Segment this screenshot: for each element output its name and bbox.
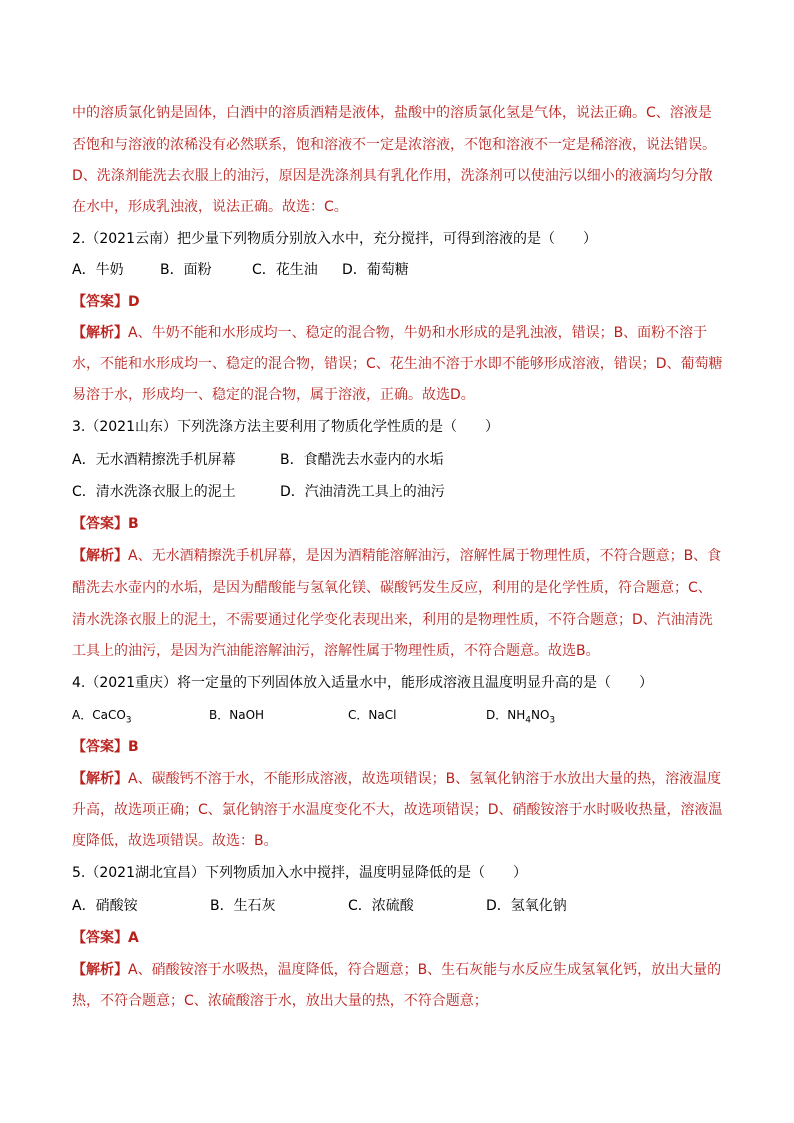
option-c: C．浓硫酸 — [348, 898, 414, 914]
explanation-line: D、洗涤剂能洗去衣服上的油污，原因是洗涤剂具有乳化作用，洗涤剂可以使油污以细小的液滴均匀分散 — [72, 168, 713, 184]
analysis-line: 热，不符合题意；C、浓硫酸溶于水，放出大量的热，不符合题意； — [72, 993, 488, 1009]
option-a: A．CaCO$_3$ — [72, 708, 132, 726]
analysis-line — [72, 770, 721, 788]
analysis-text: A、牛奶不能和水形成均一、稳定的混合物，牛奶和水形成的是乳浊液，错误；B、面粉不溶于 — [128, 325, 708, 341]
option-a: A．牛奶 — [72, 262, 124, 278]
analysis-line: 醋洗去水壶内的水垢，是因为醋酸能与氢氧化镁、碳酸钙发生反应，利用的是化学性质，符合题意；C、 — [72, 580, 712, 596]
option-d: D．汽油清洗工具上的油污 — [280, 484, 445, 500]
answer-label: 【答案】B — [72, 516, 139, 532]
option-d: D．葡萄糖 — [342, 262, 409, 278]
analysis-line: 升高，故选项正确；C、氯化钠溶于水温度变化不大，故选项错误；D、硝酸铵溶于水时吸收热量，溶液温 — [72, 802, 723, 818]
option-d: D．$NH_4NO_3$ — [486, 708, 556, 726]
question-5-options — [72, 897, 722, 915]
analysis-line: 水，不能和水形成均一、稳定的混合物，错误；C、花生油不溶于水即不能够形成溶液，错误；D、葡萄糖 — [72, 356, 723, 372]
question-3-options-row-1 — [72, 451, 722, 469]
analysis-line — [72, 961, 721, 979]
question-4-stem: 4.（2021重庆）将一定量的下列固体放入适量水中，能形成溶液且温度明显升高的是（ ） — [72, 675, 653, 691]
analysis-line — [72, 547, 721, 565]
analysis-label: 【解析】 — [72, 962, 128, 978]
option-d: D．氢氧化钠 — [486, 898, 567, 914]
explanation-line: 否饱和与溶液的浓稀没有必然联系，饱和溶液不一定是浓溶液，不饱和溶液不一定是稀溶液，说法错误。 — [72, 137, 716, 153]
option-b: B．生石灰 — [210, 898, 276, 914]
explanation-line: 在水中，形成乳浊液，说法正确。故选：C。 — [72, 199, 348, 215]
option-b: B．NaOH — [209, 708, 265, 722]
explanation-line: 中的溶质氯化钠是固体，白酒中的溶质酒精是液体，盐酸中的溶质氯化氢是气体，说法正确。C、溶液是 — [72, 105, 712, 121]
answer-label: 【答案】B — [72, 739, 139, 755]
answer-label: 【答案】A — [72, 930, 139, 946]
answer-label: 【答案】D — [72, 294, 140, 310]
option-b: B．面粉 — [160, 262, 212, 278]
question-2-options — [72, 261, 722, 279]
analysis-line: 易溶于水，形成均一、稳定的混合物，属于溶液，正确。故选D。 — [72, 387, 475, 403]
analysis-label: 【解析】 — [72, 325, 128, 341]
analysis-line: 度降低，故选项错误。故选：B。 — [72, 833, 278, 849]
question-3-stem: 3.（2021山东）下列洗涤方法主要利用了物质化学性质的是（ ） — [72, 419, 499, 435]
option-c: C．清水洗涤衣服上的泥土 — [72, 484, 236, 500]
option-a: A．硝酸铵 — [72, 898, 138, 914]
analysis-line: 清水洗涤衣服上的泥土，不需要通过化学变化表现出来，利用的是物理性质，不符合题意；D、汽油清洗 — [72, 612, 713, 628]
analysis-text: A、碳酸钙不溶于水，不能形成溶液，故选项错误；B、氢氧化钠溶于水放出大量的热，溶液温度 — [128, 771, 722, 787]
question-3-options-row-2 — [72, 483, 722, 501]
analysis-label: 【解析】 — [72, 771, 128, 787]
question-2-stem: 2.（2021云南）把少量下列物质分别放入水中，充分搅拌，可得到溶液的是（ ） — [72, 231, 597, 247]
analysis-text: A、硝酸铵溶于水吸热，温度降低，符合题意；B、生石灰能与水反应生成氢氧化钙，放出大量的 — [128, 962, 722, 978]
option-c: C．花生油 — [252, 262, 318, 278]
question-5-stem: 5.（2021湖北宜昌）下列物质加入水中搅拌，温度明显降低的是（ ） — [72, 865, 527, 881]
option-a: A．无水酒精擦洗手机屏幕 — [72, 452, 236, 468]
analysis-text: A、无水酒精擦洗手机屏幕，是因为酒精能溶解油污，溶解性属于物理性质，不符合题意；B、食 — [128, 548, 722, 564]
option-b: B．食醋洗去水壶内的水垢 — [280, 452, 444, 468]
analysis-line — [72, 324, 707, 342]
option-c: C．NaCl — [348, 708, 397, 722]
analysis-label: 【解析】 — [72, 548, 128, 564]
analysis-line: 工具上的油污，是因为汽油能溶解油污，溶解性属于物理性质，不符合题意。故选B。 — [72, 643, 600, 659]
question-4-options — [72, 706, 722, 724]
